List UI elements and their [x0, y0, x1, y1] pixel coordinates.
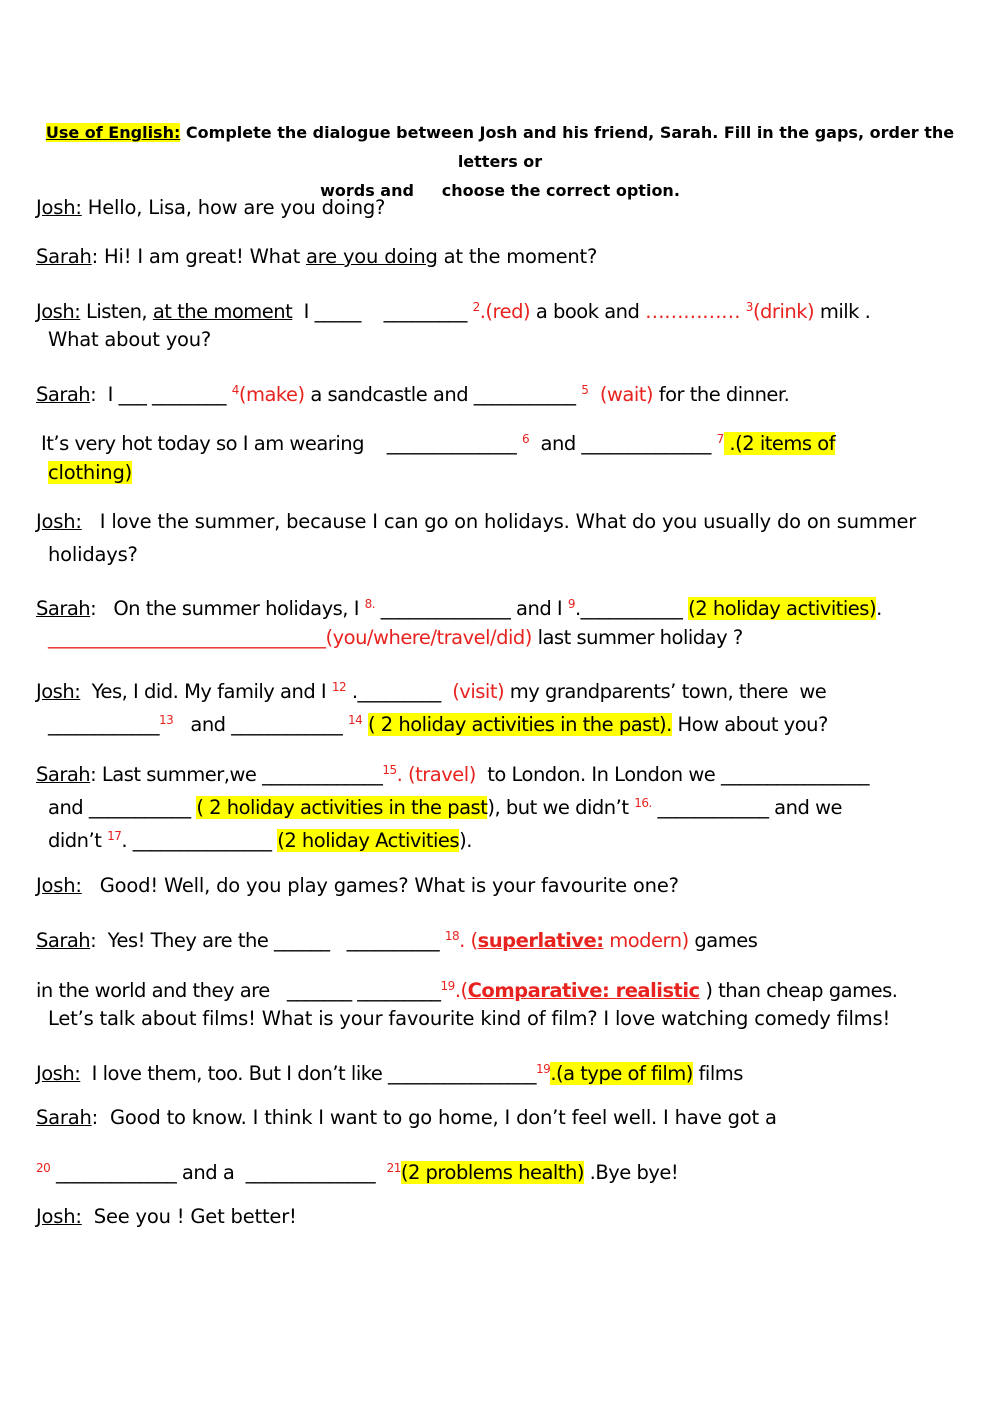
highlighted-hint: ( 2 holiday activities in the past: [196, 796, 488, 819]
dialogue-line-5: [41, 426, 835, 457]
dialogue-line-8: [36, 674, 826, 705]
line-text: Good! Well, do you play games? What is your favourite one?: [81, 874, 679, 897]
speaker-josh: Josh:: [36, 300, 81, 323]
dialogue-line-9-cont: [48, 790, 842, 821]
hint-label: Comparative: realistic: [467, 979, 700, 1002]
highlighted-hint: (2 problems health): [400, 1161, 584, 1184]
line-text: Hello, Lisa, how are you doing?: [81, 196, 386, 219]
gap-number: 21: [386, 1161, 401, 1175]
gap-number: 6: [521, 432, 530, 446]
gap-blank[interactable]: : Last summer,we _____________: [90, 763, 383, 786]
highlighted-hint: (2 holiday Activities: [277, 829, 460, 852]
dialogue-line-10: [36, 873, 679, 899]
dialogue-line-3: [36, 294, 870, 325]
speaker-josh: Josh:: [36, 510, 82, 533]
gap-blank[interactable]: and ______________: [529, 432, 717, 455]
line-text: ).: [459, 829, 472, 852]
dialogue-line-1: [36, 195, 385, 221]
speaker-josh: Josh:: [36, 874, 82, 897]
line-text: I love the summer, because I can go on holidays. What do you usually do on summer: [81, 510, 917, 533]
gap-blank[interactable]: to London. In London we ________________: [475, 763, 870, 786]
gap-number: 18: [444, 929, 460, 943]
dialogue-line-16: [36, 1204, 297, 1230]
dialogue-line-6-cont: holidays?: [48, 543, 138, 566]
dialogue-line-12: [36, 973, 897, 1004]
line-text: for the dinner.: [653, 383, 790, 406]
line-text: films: [692, 1062, 743, 1085]
gap-number: 2: [472, 300, 480, 314]
dialogue-line-2: [36, 244, 597, 270]
hint-word: .(: [454, 979, 468, 1002]
line-text: How about you?: [671, 713, 828, 736]
speaker-sarah: Sarah: [36, 383, 91, 406]
highlighted-hint: (2 holiday activities): [688, 597, 877, 620]
gap-number: 3: [745, 300, 753, 314]
hint-word: (visit): [452, 680, 505, 703]
gap-number: 19: [440, 979, 455, 993]
gap-number: 4: [231, 383, 239, 397]
dialogue-line-12-cont: Let’s talk about films! What is your favourite kind of film? I love watching comedy films!: [48, 1007, 891, 1030]
line-text: Yes, I did. My family and I: [80, 680, 332, 703]
line-text: at the moment?: [437, 245, 598, 268]
hint-word: (you/where/travel/did): [325, 626, 532, 649]
gap-blank[interactable]: It’s very hot today so I am wearing ______________: [41, 432, 522, 455]
line-text: didn’t: [48, 829, 108, 852]
line-text: : Good to know. I think I want to go home, I don’t feel well. I have got a: [91, 1106, 777, 1129]
hint-label: superlative:: [477, 929, 604, 952]
dialogue-line-7-cont: [48, 625, 743, 651]
gap-blank[interactable]: ______________________________: [48, 626, 326, 649]
hint-word: modern): [603, 929, 689, 952]
dialogue-line-7: [36, 591, 882, 622]
gap-blank[interactable]: : Yes! They are the ______ __________: [90, 929, 445, 952]
line-text: ) than cheap games.: [699, 979, 898, 1002]
line-text: last summer holiday ?: [531, 626, 743, 649]
gap-blank[interactable]: a sandcastle and ___________: [304, 383, 582, 406]
gap-blank[interactable]: ____________ and we: [651, 796, 843, 819]
dialogue-line-3-cont: What about you?: [48, 328, 212, 351]
dialogue-line-8-cont: [48, 707, 828, 738]
speaker-sarah: Sarah: [36, 245, 92, 268]
line-text: : Hi! I am great! What: [91, 245, 307, 268]
dialogue-line-15: [36, 1155, 678, 1186]
gap-number: 14: [347, 713, 363, 727]
speaker-josh: Josh:: [36, 1062, 81, 1085]
speaker-sarah: Sarah: [36, 929, 91, 952]
dialogue-line-13: [36, 1056, 743, 1087]
highlighted-hint: .(2 items of: [723, 432, 836, 455]
speaker-josh: Josh:: [36, 680, 81, 703]
instructions-line1: Complete the dialogue between Josh and his friend, Sarah. Fill in the gaps, order the letters or: [180, 123, 955, 171]
dialogue-line-9: [36, 757, 869, 788]
line-text: See you ! Get better!: [81, 1205, 297, 1228]
line-text: .Bye bye!: [583, 1161, 679, 1184]
gap-blank[interactable]: in the world and they are _______ _________: [36, 979, 441, 1002]
gap-number: 12: [331, 680, 347, 694]
dialogue-line-4: [36, 377, 789, 408]
dialogue-line-14: [36, 1105, 777, 1131]
line-text: .: [876, 597, 882, 620]
gap-number: 17: [107, 829, 122, 843]
dialogue-line-5-cont: [48, 460, 132, 486]
gap-blank[interactable]: _____________ and a ______________: [50, 1161, 387, 1184]
line-text: : On the summer holidays, I: [90, 597, 365, 620]
gap-number: 20: [36, 1161, 51, 1175]
highlighted-hint: clothing): [48, 461, 133, 484]
speaker-sarah: Sarah: [36, 1106, 92, 1129]
hint-word: .(red): [479, 300, 531, 323]
speaker-sarah: Sarah: [36, 597, 91, 620]
section-label: Use of English:: [45, 123, 181, 142]
gap-blank[interactable]: ._________: [346, 680, 453, 703]
speaker-josh: Josh:: [36, 196, 82, 219]
gap-blank[interactable]: : I ___ ________: [90, 383, 232, 406]
gap-number: 19: [536, 1062, 551, 1076]
hint-word: (drink): [752, 300, 815, 323]
line-text: my grandparents’ town, there we: [504, 680, 827, 703]
gap-number: 8.: [364, 597, 376, 611]
gap-blank[interactable]: ……………: [645, 300, 746, 323]
dialogue-line-6: [36, 509, 916, 535]
speaker-sarah: Sarah: [36, 763, 91, 786]
hint-word: . (: [459, 929, 478, 952]
dialogue-line-9-cont2: [48, 823, 472, 854]
gap-blank[interactable]: .___________: [574, 597, 689, 620]
underlined-phrase: are you doing: [306, 245, 438, 268]
gap-blank[interactable]: ______________ and I: [375, 597, 568, 620]
highlighted-hint: ( 2 holiday activities in the past).: [367, 713, 672, 736]
hint-word: (make): [238, 383, 305, 406]
gap-number: 16.: [634, 796, 652, 810]
hint-word: (wait): [599, 383, 653, 406]
gap-blank[interactable]: and ____________: [173, 713, 348, 736]
gap-number: 7: [716, 432, 724, 446]
gap-blank[interactable]: ____________: [48, 713, 159, 736]
hint-word: . (travel): [396, 763, 476, 786]
gap-number: 13: [159, 713, 174, 727]
line-text: Listen,: [80, 300, 153, 323]
gap-number: 9: [567, 597, 575, 611]
gap-number: 5: [581, 383, 589, 397]
gap-blank[interactable]: . _______________: [121, 829, 278, 852]
gap-blank[interactable]: I _____ _________: [292, 300, 473, 323]
instructions: [20, 118, 980, 205]
gap-number: 15: [382, 763, 397, 777]
dialogue-line-11: [36, 923, 757, 954]
speaker-josh: Josh:: [36, 1205, 82, 1228]
gap-blank[interactable]: I love them, too. But I don’t like ________________: [80, 1062, 537, 1085]
line-text: games: [688, 929, 758, 952]
underlined-phrase: at the moment: [152, 300, 293, 323]
line-text: a book and: [530, 300, 646, 323]
line-text: milk .: [814, 300, 871, 323]
line-text: [588, 383, 599, 406]
line-text: ), but we didn’t: [487, 796, 635, 819]
highlighted-hint: .(a type of film): [550, 1062, 693, 1085]
instructions-line2: words and choose the correct option.: [320, 181, 680, 200]
gap-blank[interactable]: and ___________: [48, 796, 197, 819]
